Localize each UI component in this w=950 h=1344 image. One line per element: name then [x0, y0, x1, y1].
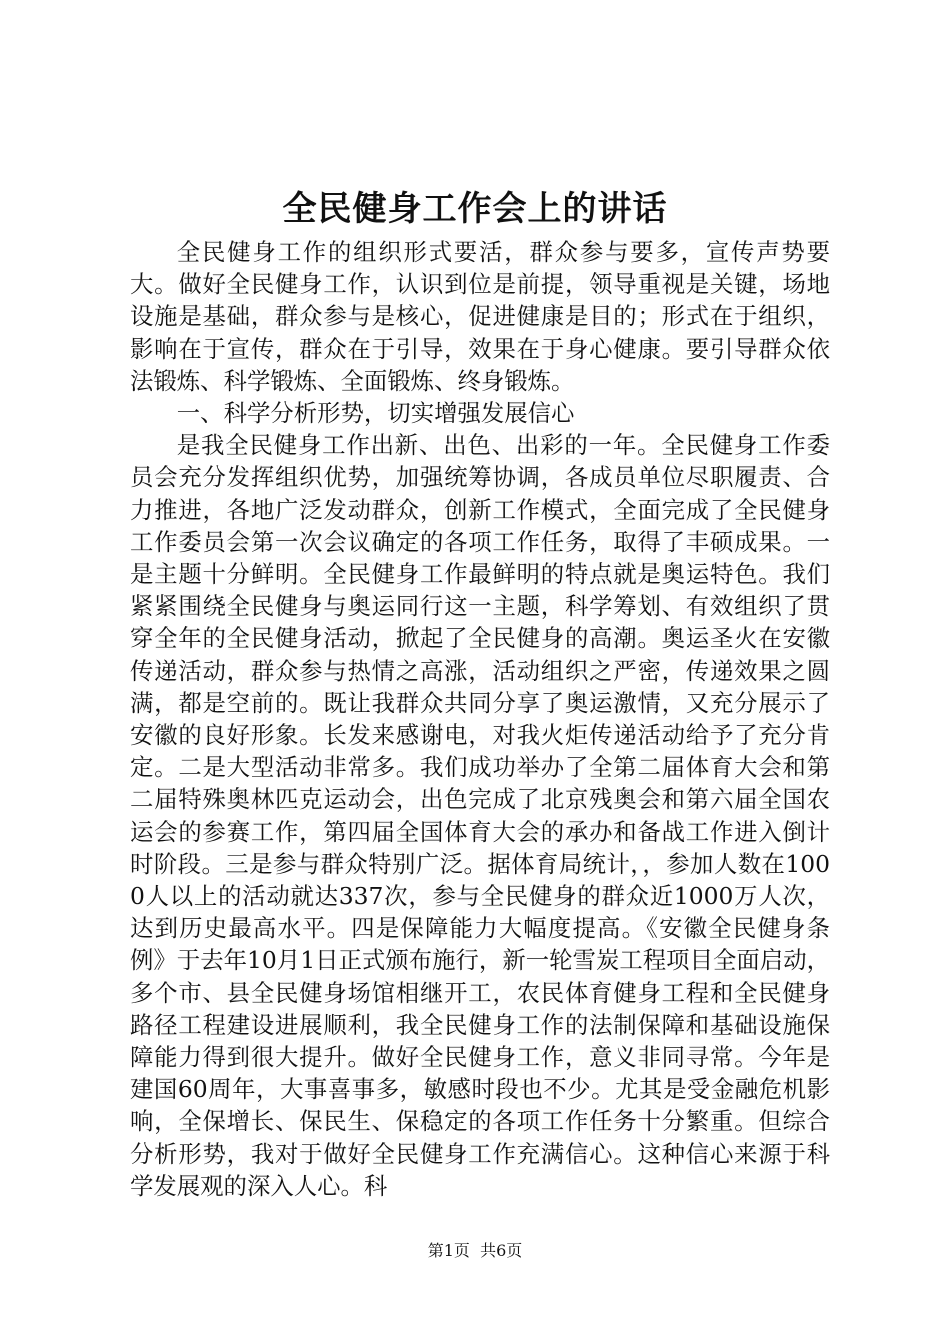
intro-paragraph: 全民健身工作的组织形式要活，群众参与要多，宣传声势要大。做好全民健身工作，认识到位是前提，领导重视是关键，场地设施是基础，群众参与是核心，促进健康是目的；形式在于组织，影响在于宣传，群众在于引导，效果在于身心健康。要引导群众依法锻炼、科学锻炼、全面锻炼、终身锻炼。	[130, 238, 830, 395]
body-paragraph: 是我全民健身工作出新、出色、出彩的一年。全民健身工作委员会充分发挥组织优势，加强统筹协调，各成员单位尽职履责、合力推进，各地广泛发动群众，创新工作模式，全面完成了全民健身工作委员会第一次会议确定的各项工作任务，取得了丰硕成果。一是主题十分鲜明。全民健身工作最鲜明的特点就是奥运特色。我们紧紧围绕全民健身与奥运同行这一主题，科学筹划、有效组织了贯穿全年的全民健身活动，掀起了全民健身的高潮。奥运圣火在安徽传递活动，群众参与热情之高涨，活动组织之严密，传递效果之圆满，都是空前的。既让我群众共同分享了奥运激情，又充分展示了安徽的良好形象。长发来感谢电，对我火炬传递活动给予了充分肯定。二是大型活动非常多。我们成功举办了全第二届体育大会和第二届特殊奥林匹克运动会，出色完成了北京残奥会和第六届全国农运会的参赛工作，第四届全国体育大会的承办和备战工作进入倒计时阶段。三是参与群众特别广泛。据体育局统计，，参加人数在1000人以上的活动就达337次，参与全民健身的群众近1000万人次，达到历史最高水平。四是保障能力大幅度提高。《安徽全民健身条例》于去年10月1日正式颁布施行，新一轮雪炭工程项目全面启动，多个市、县全民健身场馆相继开工，农民体育健身工程和全民健身路径工程建设进展顺利，我全民健身工作的法制保障和基础设施保障能力得到很大提升。做好全民健身工作，意义非同寻常。今年是建国60周年，大事喜事多，敏感时段也不少。尤其是受金融危机影响，全保增长、保民生、保稳定的各项工作任务十分繁重。但综合分析形势，我对于做好全民健身工作充满信心。这种信心来源于科学发展观的深入人心。科	[130, 431, 830, 1200]
footer-spacer	[470, 1241, 480, 1260]
section-heading: 一、科学分析形势，切实增强发展信心	[176, 399, 575, 428]
page-footer	[0, 1240, 950, 1262]
document-body	[130, 236, 830, 1202]
page-total: 共6页	[480, 1241, 523, 1260]
document-title: 全民健身工作会上的讲话	[282, 189, 668, 229]
page-number: 第1页	[427, 1241, 470, 1260]
